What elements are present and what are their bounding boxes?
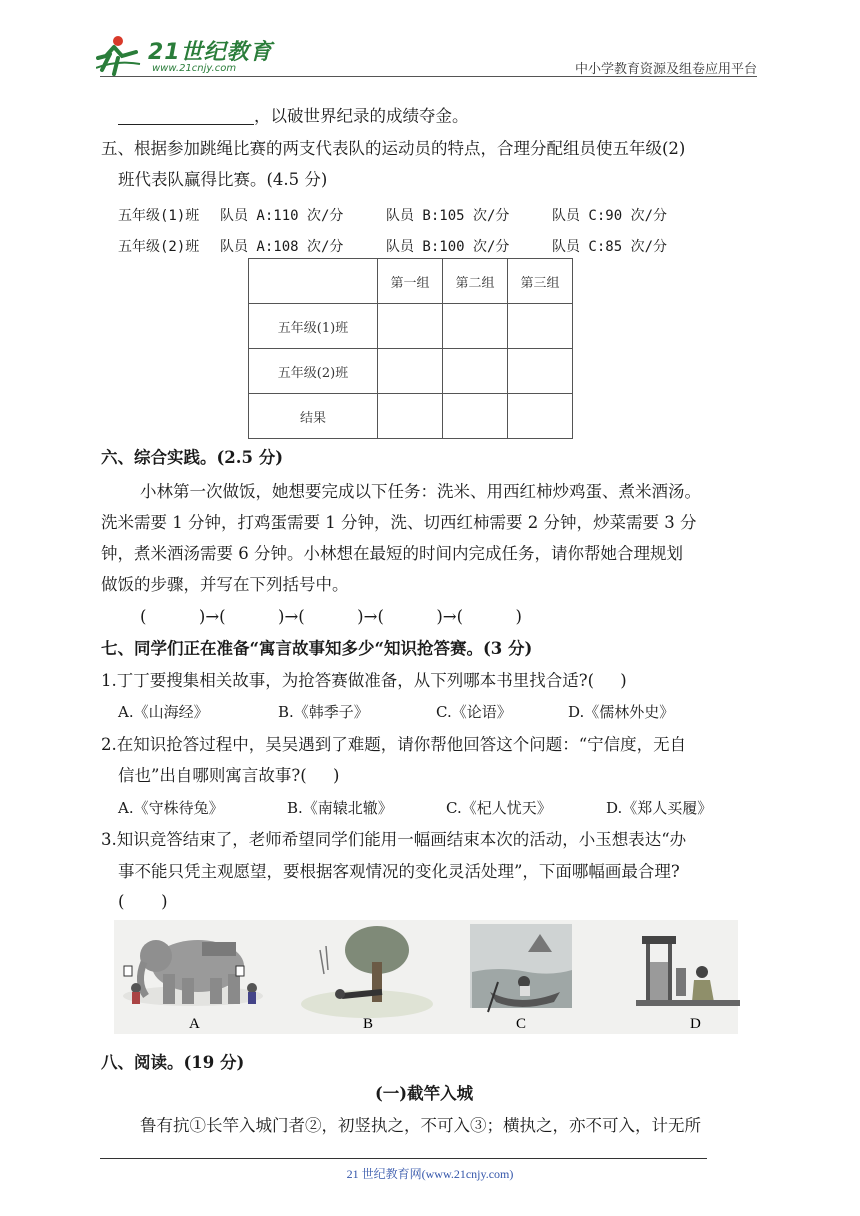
picture-label: A [189, 1016, 200, 1032]
picture-label: D [690, 1016, 701, 1032]
q7-q3-line2: 事不能只凭主观愿望，要根据客观情况的变化灵活处理”，下面哪幅画最合理? [118, 862, 680, 881]
q5-class1-name: 五年级(1)班 [118, 208, 200, 224]
q7-title: 七、同学们正在准备“寓言故事知多少“知识抢答赛。(3 分) [101, 639, 533, 658]
q7-q1-option-c[interactable]: C.《论语》 [436, 703, 512, 721]
q7-q2-line1: 2.在知识抢答过程中，吴吴遇到了难题，请你帮他回答这个问题：“宁信度，无自 [101, 735, 687, 754]
q7-q1-option-a[interactable]: A.《山海经》 [118, 703, 209, 721]
q7-q1-option-b[interactable]: B.《韩季子》 [278, 703, 369, 721]
q7-q2-option-d[interactable]: D.《郑人买履》 [606, 799, 713, 817]
picture-a-elephant[interactable] [118, 922, 268, 1034]
table-cell[interactable] [508, 394, 573, 439]
table-row-label: 五年级(1)班 [249, 304, 378, 349]
q5-class2-b: 队员 B:100 次/分 [386, 239, 510, 255]
table-cell[interactable] [443, 349, 508, 394]
table-row-label: 五年级(2)班 [249, 349, 378, 394]
q5-class1-c: 队员 C:90 次/分 [552, 208, 668, 224]
q7-q2-line2: 信也”出自哪则寓言故事?( ) [118, 766, 340, 785]
q7-q2-option-b[interactable]: B.《南辕北辙》 [287, 799, 393, 817]
table-row [249, 304, 573, 349]
table-cell[interactable] [378, 304, 443, 349]
picture-b-tree[interactable] [292, 922, 442, 1034]
q7-q1-option-d[interactable]: D.《儒林外史》 [568, 703, 675, 721]
table-cell[interactable] [508, 304, 573, 349]
table-header-cell: 第二组 [443, 259, 508, 304]
picture-label: C [516, 1016, 527, 1032]
q6-title: 六、综合实践。(2.5 分) [101, 448, 284, 467]
q4-tail-text: ，以破世界纪录的成绩夺金。 [254, 106, 469, 126]
header-platform-text: 中小学教育资源及组卷应用平台 [574, 62, 757, 77]
q6-line3: 钟，煮米酒汤需要 6 分钟。小林想在最短的时间内完成任务，请你帮她合理规划 [101, 544, 683, 563]
logo-url: www.21cnjy.com [152, 63, 237, 74]
q6-line2: 洗米需要 1 分钟，打鸡蛋需要 1 分钟，洗、切西红柿需要 2 分钟，炒菜需要 3 分 [101, 513, 697, 532]
q5-title-line1: 五、根据参加跳绳比赛的两支代表队的运动员的特点，合理分配组员使五年级(2) [101, 139, 686, 158]
q5-class1-b: 队员 B:105 次/分 [386, 208, 510, 224]
q8-subtitle: (一)截竿入城 [375, 1084, 474, 1103]
q5-class2-a: 队员 A:108 次/分 [220, 239, 344, 255]
table-cell[interactable] [378, 394, 443, 439]
table-header-cell: 第一组 [378, 259, 443, 304]
q6-line1: 小林第一次做饭，她想要完成以下任务：洗米、用西红柿炒鸡蛋、煮米酒汤。 [140, 482, 701, 501]
picture-label: B [363, 1016, 374, 1032]
table-header-row [249, 259, 573, 304]
q5-class1-a: 队员 A:110 次/分 [220, 208, 344, 224]
table-row [249, 349, 573, 394]
q4-blank[interactable] [118, 106, 254, 125]
logo-text: 21世纪教育 [148, 40, 273, 65]
q7-q2-option-a[interactable]: A.《守株待兔》 [118, 799, 224, 817]
q6-answer-brackets[interactable]: ( )→( )→( )→( )→( ) [140, 607, 522, 626]
footer-text[interactable]: 21 世纪教育网(www.21cnjy.com) [346, 1167, 514, 1181]
header-divider [100, 76, 757, 77]
q6-line4: 做饭的步骤，并写在下列括号中。 [101, 575, 349, 594]
q5-title-line2: 班代表队赢得比赛。(4.5 分) [118, 170, 328, 189]
q5-group-table [248, 258, 573, 439]
table-cell[interactable] [378, 349, 443, 394]
q4-answer-line [118, 106, 469, 125]
table-cell[interactable] [443, 304, 508, 349]
q5-class2-c: 队员 C:85 次/分 [552, 239, 668, 255]
table-row-label: 结果 [249, 394, 378, 439]
footer-divider [100, 1158, 707, 1159]
table-row [249, 394, 573, 439]
table-cell[interactable] [508, 349, 573, 394]
q8-text-line1: 鲁有抗①长竿入城门者②，初竖执之，不可入③；横执之，亦不可入，计无所 [140, 1116, 701, 1135]
table-cell[interactable] [443, 394, 508, 439]
picture-c-boat[interactable] [468, 922, 574, 1034]
table-header-cell: 第三组 [508, 259, 573, 304]
q7-q1: 1.丁丁要搜集相关故事，为抢答赛做准备，从下列哪本书里找合适?( ) [101, 671, 627, 690]
q7-q3-line1: 3.知识竞答结束了，老师希望同学们能用一幅画结束本次的活动，小玉想表达“办 [101, 830, 687, 849]
q7-q2-option-c[interactable]: C.《杞人忧天》 [446, 799, 552, 817]
q5-class2-name: 五年级(2)班 [118, 239, 200, 255]
table-header-cell [249, 259, 378, 304]
q8-title: 八、阅读。(19 分) [101, 1053, 245, 1072]
q7-q3-answer[interactable]: ( ) [118, 892, 168, 911]
picture-d-house[interactable] [636, 922, 740, 1034]
